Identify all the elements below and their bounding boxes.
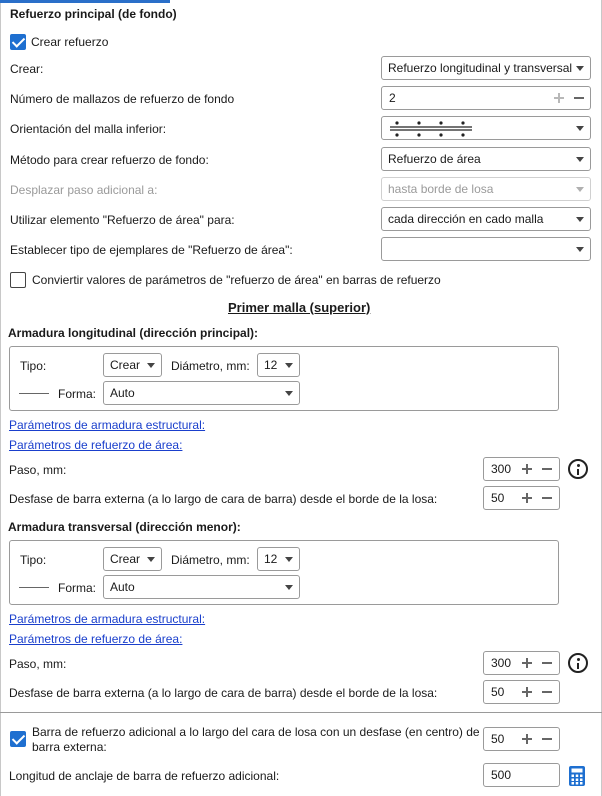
utilizar-label: Utilizar elemento "Refuerzo de área" para: <box>10 213 235 227</box>
transversal-desfase-label: Desfase de barra externa (a lo largo de cara de barra) desde el borde de la losa: <box>9 686 438 700</box>
longitudinal-paso-stepper[interactable] <box>483 457 560 481</box>
transversal-desfase-value: 50 <box>491 685 505 699</box>
decrement-icon[interactable] <box>540 681 554 703</box>
active-tab-indicator <box>0 0 170 3</box>
transversal-title: Armadura transversal (dirección menor): <box>8 520 241 534</box>
num-mallazos-stepper[interactable] <box>381 86 591 110</box>
chevron-down-icon <box>576 126 584 131</box>
longitud-anclaje-value: 500 <box>491 768 512 782</box>
barra-adicional-value: 50 <box>491 732 505 746</box>
transversal-tipo-value: Crear <box>110 552 141 566</box>
longitud-anclaje-label: Longitud de anclaje de barra de refuerzo adicional: <box>9 769 280 783</box>
mesh-orientation-icon <box>388 119 474 137</box>
chevron-down-icon <box>285 363 293 368</box>
chevron-down-icon <box>576 157 584 162</box>
longitudinal-paso-label: Paso, mm: <box>9 463 67 477</box>
crear-select[interactable] <box>381 56 591 80</box>
num-mallazos-label: Número de mallazos de refuerzo de fondo <box>10 92 235 106</box>
section-divider <box>0 712 602 713</box>
longitudinal-forma-value: Auto <box>110 386 135 400</box>
metodo-select-value: Refuerzo de área <box>388 152 481 166</box>
increment-icon[interactable] <box>520 652 534 674</box>
info-icon[interactable] <box>568 653 588 673</box>
longitudinal-tipo-select[interactable] <box>103 353 162 377</box>
transversal-paso-value: 300 <box>491 656 512 670</box>
utilizar-select[interactable] <box>381 207 591 231</box>
num-mallazos-value: 2 <box>389 91 396 105</box>
barra-adicional-label-2: barra externa: <box>32 740 107 754</box>
chevron-down-icon <box>576 217 584 222</box>
crear-label: Crear: <box>10 62 44 76</box>
metodo-label: Método para crear refuerzo de fondo: <box>10 153 209 167</box>
longitudinal-desfase-stepper[interactable] <box>483 486 560 510</box>
chevron-down-icon <box>285 585 293 590</box>
establecer-label: Establecer tipo de ejemplares de "Refuerzo de área": <box>10 243 293 257</box>
convertir-checkbox[interactable] <box>10 272 26 288</box>
orientacion-label: Orientación del malla inferior: <box>10 122 167 136</box>
transversal-tipo-select[interactable] <box>103 547 162 571</box>
increment-icon[interactable] <box>552 87 566 109</box>
transversal-diametro-label: Diámetro, mm: <box>171 553 250 567</box>
longitudinal-title: Armadura longitudinal (dirección principal): <box>8 326 259 340</box>
calculator-icon[interactable] <box>568 765 586 787</box>
transversal-desfase-stepper[interactable] <box>483 680 560 704</box>
transversal-forma-select[interactable] <box>103 575 300 599</box>
crear-refuerzo-checkbox[interactable] <box>10 34 26 50</box>
transversal-forma-value: Auto <box>110 580 135 594</box>
decrement-icon[interactable] <box>540 487 554 509</box>
longitudinal-desfase-value: 50 <box>491 491 505 505</box>
desplazar-label: Desplazar paso adicional a: <box>10 183 158 197</box>
convertir-label: Conviertir valores de parámetros de "refuerzo de área" en barras de refuerzo <box>32 273 441 287</box>
transversal-paso-label: Paso, mm: <box>9 657 67 671</box>
crear-select-value: Refuerzo longitudinal y transversal <box>388 61 573 75</box>
decrement-icon[interactable] <box>540 728 554 750</box>
chevron-down-icon <box>576 66 584 71</box>
forma-line-icon <box>19 587 49 588</box>
decrement-icon[interactable] <box>572 87 586 109</box>
chevron-down-icon <box>285 391 293 396</box>
longitudinal-forma-select[interactable] <box>103 381 300 405</box>
increment-icon[interactable] <box>520 728 534 750</box>
barra-adicional-stepper[interactable] <box>483 727 560 751</box>
forma-line-icon <box>19 393 49 394</box>
transversal-tipo-label: Tipo: <box>20 553 47 567</box>
info-icon[interactable] <box>568 459 588 479</box>
longitudinal-diametro-select[interactable] <box>257 353 300 377</box>
transversal-forma-label: Forma: <box>58 581 97 595</box>
metodo-select[interactable] <box>381 147 591 171</box>
longitudinal-desfase-label: Desfase de barra externa (a lo largo de cara de barra) desde el borde de la losa: <box>9 492 438 506</box>
chevron-down-icon <box>576 247 584 252</box>
section-title: Refuerzo principal (de fondo) <box>10 7 177 21</box>
longitudinal-paso-value: 300 <box>491 462 512 476</box>
longitudinal-diametro-value: 12 <box>264 358 278 372</box>
longitudinal-diametro-label: Diámetro, mm: <box>171 359 250 373</box>
transversal-link-estructural[interactable]: Parámetros de armadura estructural: <box>9 612 206 626</box>
longitudinal-tipo-value: Crear <box>110 358 141 372</box>
establecer-select[interactable] <box>381 237 591 261</box>
transversal-diametro-value: 12 <box>264 552 278 566</box>
chevron-down-icon <box>147 557 155 562</box>
longitudinal-link-area[interactable]: Parámetros de refuerzo de área: <box>9 438 183 452</box>
longitud-anclaje-input[interactable] <box>483 763 560 787</box>
chevron-down-icon <box>576 187 584 192</box>
increment-icon[interactable] <box>520 681 534 703</box>
decrement-icon[interactable] <box>540 458 554 480</box>
chevron-down-icon <box>285 557 293 562</box>
orientacion-select[interactable] <box>381 116 591 140</box>
longitudinal-link-estructural[interactable]: Parámetros de armadura estructural: <box>9 418 206 432</box>
desplazar-select-value: hasta borde de losa <box>388 182 494 196</box>
increment-icon[interactable] <box>520 487 534 509</box>
malla-title: Primer malla (superior) <box>228 300 371 315</box>
transversal-paso-stepper[interactable] <box>483 651 560 675</box>
transversal-link-area[interactable]: Parámetros de refuerzo de área: <box>9 632 183 646</box>
barra-adicional-label-1: Barra de refuerzo adicional a lo largo del cara de losa con un desfase (en centro) de <box>32 725 480 739</box>
crear-refuerzo-label: Crear refuerzo <box>31 35 109 49</box>
transversal-diametro-select[interactable] <box>257 547 300 571</box>
decrement-icon[interactable] <box>540 652 554 674</box>
desplazar-select <box>381 177 591 201</box>
longitudinal-forma-label: Forma: <box>58 387 97 401</box>
chevron-down-icon <box>147 363 155 368</box>
barra-adicional-checkbox[interactable] <box>10 731 26 747</box>
increment-icon[interactable] <box>520 458 534 480</box>
utilizar-select-value: cada dirección en cado malla <box>388 212 544 226</box>
longitudinal-tipo-label: Tipo: <box>20 359 47 373</box>
